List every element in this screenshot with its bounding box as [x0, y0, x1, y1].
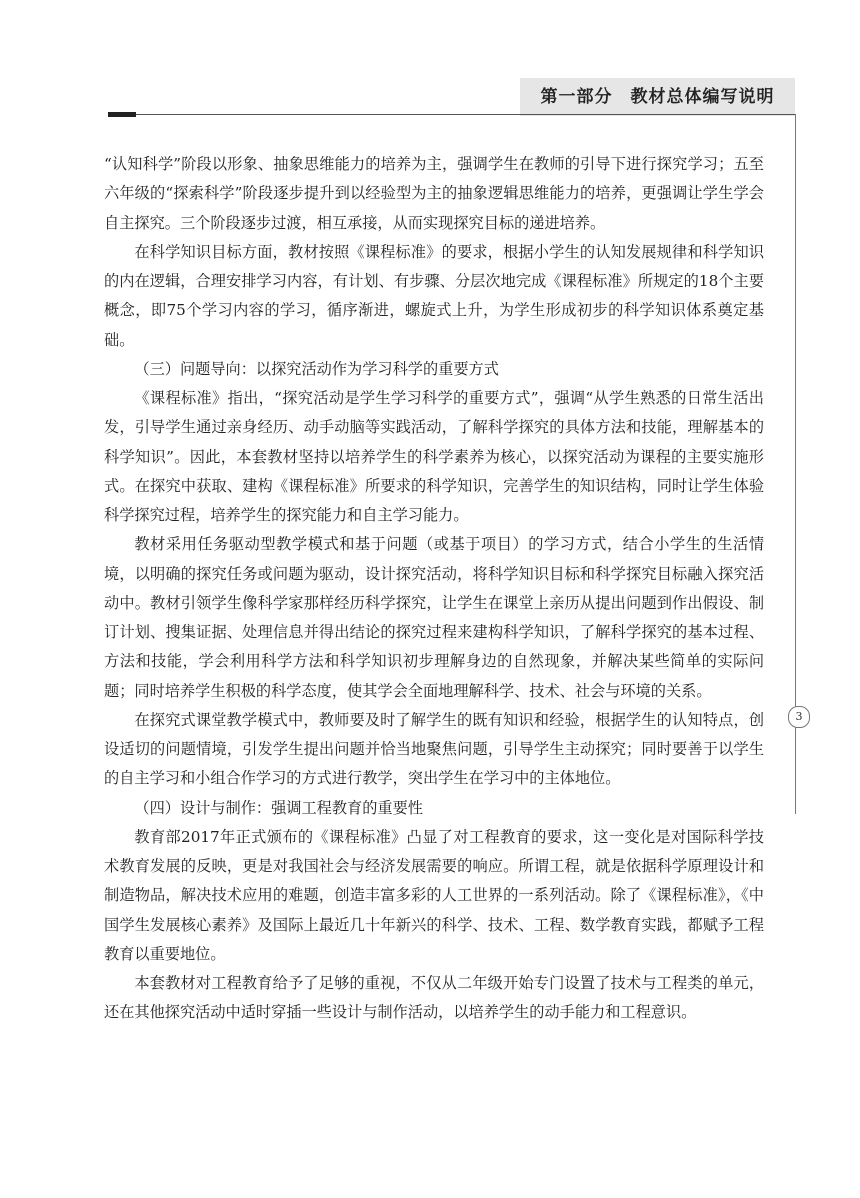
header-rule-accent — [108, 112, 136, 117]
paragraph: 教育部2017年正式颁布的《课程标准》凸显了对工程教育的要求，这一变化是对国际科学技术教育发展的反映，更是对我国社会与经济发展需要的响应。所谓工程，就是依据科学原理设计和制造物品，解决技术应用的难题，创造丰富多彩的人工世界的一系列活动。除了《课程标准》，《中国学生发展核心素养》及国际上最近几十年新兴的科学、技术、工程、数学教育实践，都赋予工程教育以重要地位。 — [104, 827, 764, 963]
paragraph: 教材采用任务驱动型教学模式和基于问题（或基于项目）的学习方式，结合小学生的生活情境，以明确的探究任务或问题为驱动，设计探究活动，将科学知识目标和科学探究目标融入探究活动中。教材引领学生像科学家那样经历科学探究，让学生在课堂上亲历从提出问题到作出假设、制订计划、搜集证据、处理信息并得出结论的探究过程来建构科学知识，了解科学探究的基本过程、方法和技能，学会利用科学方法和科学知识初步理解身边的自然现象，并解决某些简单的实际问题；同时培养学生积极的科学态度，使其学会全面地理解科学、技术、社会与环境的关系。 — [104, 535, 764, 700]
paragraph: 《课程标准》指出，“探究活动是学生学习科学的重要方式”，强调“从学生熟悉的日常生活出发，引导学生通过亲身经历、动手动脑等实践活动，了解科学探究的具体方法和技能，理解基本的科学知识”。因此，本套教材坚持以培养学生的科学素养为核心，以探究活动为课程的主要实施形式。在探究中获取、建构《课程标准》所要求的科学知识，完善学生的知识结构，同时让学生体验科学探究过程，培养学生的探究能力和自主学习能力。 — [104, 389, 764, 524]
paragraph: 在科学知识目标方面，教材按照《课程标准》的要求，根据小学生的认知发展规律和科学知识的内在逻辑，合理安排学习内容，有计划、有步骤、分层次地完成《课程标准》所规定的18个主要概念，即75个学习内容的学习，循序渐进，螺旋式上升，为学生形成初步的科学知识体系奠定基础。 — [104, 242, 764, 349]
paragraph: 本套教材对工程教育给予了足够的重视，不仅从二年级开始专门设置了技术与工程类的单元，还在其他探究活动中适时穿插一些设计与制作活动，以培养学生的动手能力和工程意识。 — [104, 974, 764, 1022]
paragraph: 在探究式课堂教学模式中，教师要及时了解学生的既有知识和经验，根据学生的认知特点，创设适切的问题情境，引发学生提出问题并恰当地聚焦问题，引导学生主动探究；同时要善于以学生的自主学习和小组合作学习的方式进行教学，突出学生在学习中的主体地位。 — [104, 710, 764, 788]
section-heading: （四）设计与制作：强调工程教育的重要性 — [134, 798, 423, 817]
body-text — [104, 150, 764, 1028]
header-rule — [108, 114, 796, 115]
paragraph: “认知科学”阶段以形象、抽象思维能力的培养为主，强调学生在教师的引导下进行探究学习；五至六年级的“探索科学”阶段逐步提升到以经验型为主的抽象逻辑思维能力的培养，更强调让学生学会自主探究。三个阶段逐步过渡，相互承接，从而实现探究目标的递进培养。 — [104, 155, 764, 232]
page-header-title: 第一部分 教材总体编写说明 — [540, 87, 775, 107]
page-number: 3 — [788, 706, 810, 728]
section-heading: （三）问题导向：以探究活动作为学习科学的重要方式 — [134, 359, 499, 378]
